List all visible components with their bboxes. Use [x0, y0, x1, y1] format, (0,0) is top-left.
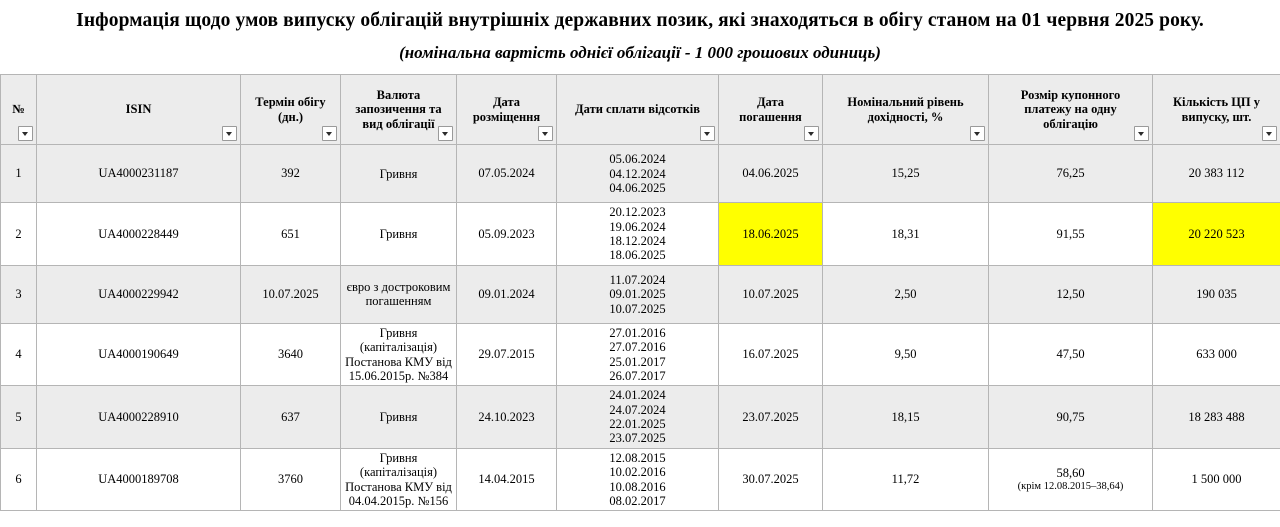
cell-currency [341, 265, 457, 323]
cell-maturity [719, 203, 823, 266]
cell-line: 27.07.2016 [609, 340, 666, 355]
cell-num [1, 203, 37, 266]
cell-interest-dates [557, 448, 719, 511]
cell-isin [37, 386, 241, 449]
column-header-maturity-line1: Дата [756, 95, 785, 110]
cell-line: євро з достроковим погашенням [346, 279, 451, 309]
cell-line: 04.12.2024 [609, 166, 666, 181]
page-subtitle: (номінальна вартість однієї облігації - 1 000 грошових одиниць) [399, 43, 881, 63]
cell-line: 04.04.2015р. №156 [348, 493, 449, 508]
cell-coupon [989, 448, 1153, 511]
cell-line: 11.07.2024 [609, 272, 666, 287]
filter-icon-currency[interactable] [438, 126, 453, 141]
cell-line: 09.01.2025 [609, 287, 666, 302]
cell-num [1, 386, 37, 449]
cell-coupon [989, 145, 1153, 203]
filter-icon-number[interactable] [18, 126, 33, 141]
filter-icon-term[interactable] [322, 126, 337, 141]
cell-line: 20 383 112 [1188, 166, 1245, 181]
column-header-yield-line2: дохідності, % [867, 109, 944, 124]
cell-line: 47,50 [1056, 347, 1085, 362]
column-header-currency-line2: запозичення та [355, 102, 442, 117]
column-header-placement [457, 75, 557, 145]
filter-icon-yield[interactable] [970, 126, 985, 141]
cell-line: UA4000189708 [98, 472, 179, 487]
cell-yield [823, 145, 989, 203]
cell-line: UA4000229942 [98, 286, 179, 301]
cell-maturity [719, 145, 823, 203]
cell-line: UA4000228449 [98, 226, 179, 241]
cell-line: 14.04.2015 [478, 472, 535, 487]
column-header-coupon-line2: платежу на одну [1024, 102, 1117, 117]
table-header [1, 75, 1280, 145]
cell-line: 23.07.2025 [609, 431, 666, 446]
cell-line: 2,50 [894, 286, 917, 301]
cell-line: 05.09.2023 [478, 226, 535, 241]
cell-line: 633 000 [1196, 347, 1237, 362]
cell-line: UA4000190649 [98, 347, 179, 362]
cell-line: 07.05.2024 [478, 166, 535, 181]
cell-line: 10.07.2025 [609, 301, 666, 316]
cell-line: 91,55 [1056, 226, 1085, 241]
page-title: Інформація щодо умов випуску облігацій внутрішніх державних позик, які знаходяться в обігу станом на 01 червня 2025 року. [76, 10, 1204, 31]
cell-yield [823, 448, 989, 511]
cell-line: Гривня [379, 450, 418, 465]
cell-line: Постанова КМУ від [345, 354, 452, 369]
cell-placement [457, 323, 557, 386]
cell-line: 18 283 488 [1188, 409, 1245, 424]
column-header-maturity-line2: погашення [739, 109, 802, 124]
column-header-currency [341, 75, 457, 145]
cell-quantity [1153, 203, 1280, 266]
cell-line: Гривня [379, 325, 418, 340]
cell-line: UA4000231187 [98, 166, 179, 181]
cell-line: 3 [15, 286, 22, 301]
cell-isin [37, 203, 241, 266]
cell-line: 20 220 523 [1188, 226, 1245, 241]
cell-term [241, 448, 341, 511]
table-row [1, 145, 1280, 203]
column-header-term-line2: (дн.) [278, 109, 303, 124]
column-header-isin [37, 75, 241, 145]
cell-line: 2 [15, 226, 22, 241]
cell-line: 1 [15, 166, 22, 181]
cell-line: 16.07.2025 [742, 347, 799, 362]
cell-line: 24.07.2024 [609, 402, 666, 417]
column-header-coupon-line1: Розмір купонного [1020, 87, 1121, 102]
filter-icon-isin[interactable] [222, 126, 237, 141]
column-header-interest-dates [557, 75, 719, 145]
cell-line: 11,72 [891, 472, 920, 487]
column-header-maturity [719, 75, 823, 145]
cell-num [1, 265, 37, 323]
cell-line: 15.06.2015р. №384 [348, 368, 449, 383]
cell-line: 15,25 [891, 166, 920, 181]
cell-line: 637 [281, 409, 300, 424]
cell-placement [457, 203, 557, 266]
table-row [1, 323, 1280, 386]
cell-num [1, 323, 37, 386]
cell-maturity [719, 448, 823, 511]
cell-line: 24.01.2024 [609, 388, 666, 403]
cell-currency [341, 203, 457, 266]
cell-line: 04.06.2025 [742, 166, 799, 181]
cell-line: 10.07.2025 [262, 286, 319, 301]
cell-currency [341, 386, 457, 449]
column-header-placement-line2: розміщення [472, 109, 541, 124]
cell-isin [37, 323, 241, 386]
filter-icon-quantity[interactable] [1262, 126, 1277, 141]
filter-icon-maturity[interactable] [804, 126, 819, 141]
cell-line: 392 [281, 166, 300, 181]
cell-line: 27.01.2016 [609, 325, 666, 340]
cell-line: 24.10.2023 [478, 409, 535, 424]
cell-quantity [1153, 448, 1280, 511]
cell-line: UA4000228910 [98, 409, 179, 424]
cell-coupon [989, 386, 1153, 449]
cell-term [241, 265, 341, 323]
column-header-number [1, 75, 37, 145]
cell-line: 18.12.2024 [609, 234, 666, 249]
column-header-placement-line1: Дата [492, 95, 521, 110]
cell-placement [457, 448, 557, 511]
cell-coupon [989, 203, 1153, 266]
cell-num [1, 448, 37, 511]
cell-yield [823, 265, 989, 323]
cell-line: 9,50 [894, 347, 917, 362]
column-header-coupon [989, 75, 1153, 145]
cell-term [241, 145, 341, 203]
cell-line: 3760 [278, 472, 303, 487]
cell-line: 651 [281, 226, 300, 241]
cell-yield [823, 203, 989, 266]
cell-line: 18.06.2025 [742, 226, 799, 241]
table-row [1, 265, 1280, 323]
column-header-yield-line1: Номінальний рівень [847, 95, 964, 110]
cell-interest-dates [557, 386, 719, 449]
cell-interest-dates [557, 323, 719, 386]
table-row [1, 203, 1280, 266]
cell-line: 20.12.2023 [609, 205, 666, 220]
cell-num [1, 145, 37, 203]
cell-line: 5 [15, 409, 22, 424]
cell-line: 26.07.2017 [609, 368, 666, 383]
table-header-row [1, 75, 1280, 145]
cell-line: 04.06.2025 [609, 181, 666, 195]
cell-interest-dates [557, 203, 719, 266]
cell-line: Гривня [379, 409, 418, 424]
cell-line: 05.06.2024 [609, 152, 666, 167]
cell-line: 58,60 [1056, 466, 1085, 480]
cell-line: 1 500 000 [1191, 472, 1242, 487]
cell-maturity [719, 386, 823, 449]
cell-line: 09.01.2024 [478, 286, 535, 301]
cell-interest-dates [557, 145, 719, 203]
cell-currency [341, 323, 457, 386]
cell-line: 29.07.2015 [478, 347, 535, 362]
cell-maturity [719, 323, 823, 386]
cell-quantity [1153, 265, 1280, 323]
column-header-quantity-line2: випуску, шт. [1181, 109, 1252, 124]
column-header-quantity-line1: Кількість ЦП у [1172, 95, 1261, 110]
cell-term [241, 323, 341, 386]
cell-line: 19.06.2024 [609, 219, 666, 234]
cell-line: 12,50 [1056, 286, 1085, 301]
cell-line: 3640 [278, 347, 303, 362]
filter-icon-interest-dates[interactable] [700, 126, 715, 141]
cell-isin [37, 145, 241, 203]
title-block [0, 0, 1280, 63]
cell-yield [823, 323, 989, 386]
cell-line: 190 035 [1196, 286, 1237, 301]
cell-line: 08.02.2017 [609, 493, 666, 508]
cell-line: 10.02.2016 [609, 465, 666, 480]
cell-line: 76,25 [1056, 166, 1085, 181]
cell-line: 90,75 [1056, 409, 1085, 424]
table-body [1, 145, 1280, 511]
filter-icon-placement[interactable] [538, 126, 553, 141]
cell-line: (капіталізація) [359, 465, 438, 480]
cell-line: (капіталізація) [359, 340, 438, 355]
table-row [1, 386, 1280, 449]
cell-line: 10.08.2016 [609, 479, 666, 494]
column-header-number-label: № [12, 102, 25, 117]
cell-term [241, 203, 341, 266]
cell-line: 30.07.2025 [742, 472, 799, 487]
bonds-table [0, 74, 1280, 511]
cell-isin [37, 265, 241, 323]
cell-quantity [1153, 323, 1280, 386]
column-header-term-line1: Термін обігу [255, 95, 326, 110]
column-header-quantity [1153, 75, 1280, 145]
cell-coupon [989, 265, 1153, 323]
cell-line: 18,15 [891, 409, 920, 424]
cell-line: Гривня [379, 166, 418, 181]
cell-line: 18.06.2025 [609, 248, 666, 263]
cell-line: 10.07.2025 [742, 286, 799, 301]
column-header-interest-dates-label: Дати сплати відсотків [575, 102, 700, 117]
cell-quantity [1153, 145, 1280, 203]
cell-line: 22.01.2025 [609, 417, 666, 432]
cell-line: Постанова КМУ від [345, 479, 452, 494]
cell-line: 18,31 [891, 226, 920, 241]
cell-yield [823, 386, 989, 449]
cell-term [241, 386, 341, 449]
cell-currency [341, 448, 457, 511]
column-header-currency-line1: Валюта [376, 87, 421, 102]
cell-quantity [1153, 386, 1280, 449]
cell-line: (крім 12.08.2015–38,64) [1017, 480, 1124, 492]
cell-line: 4 [15, 347, 22, 362]
cell-line: 25.01.2017 [609, 354, 666, 369]
cell-currency [341, 145, 457, 203]
column-header-term [241, 75, 341, 145]
cell-maturity [719, 265, 823, 323]
cell-interest-dates [557, 265, 719, 323]
cell-placement [457, 145, 557, 203]
column-header-currency-line3: вид облігації [362, 117, 435, 132]
cell-placement [457, 265, 557, 323]
cell-isin [37, 448, 241, 511]
column-header-isin-label: ISIN [125, 102, 152, 117]
filter-icon-coupon[interactable] [1134, 126, 1149, 141]
cell-line: 23.07.2025 [742, 409, 799, 424]
cell-coupon [989, 323, 1153, 386]
cell-line: Гривня [379, 226, 418, 241]
column-header-yield [823, 75, 989, 145]
table-row [1, 448, 1280, 511]
column-header-coupon-line3: облігацію [1043, 117, 1098, 132]
cell-line: 12.08.2015 [609, 450, 666, 465]
cell-line: 6 [15, 472, 22, 487]
cell-placement [457, 386, 557, 449]
